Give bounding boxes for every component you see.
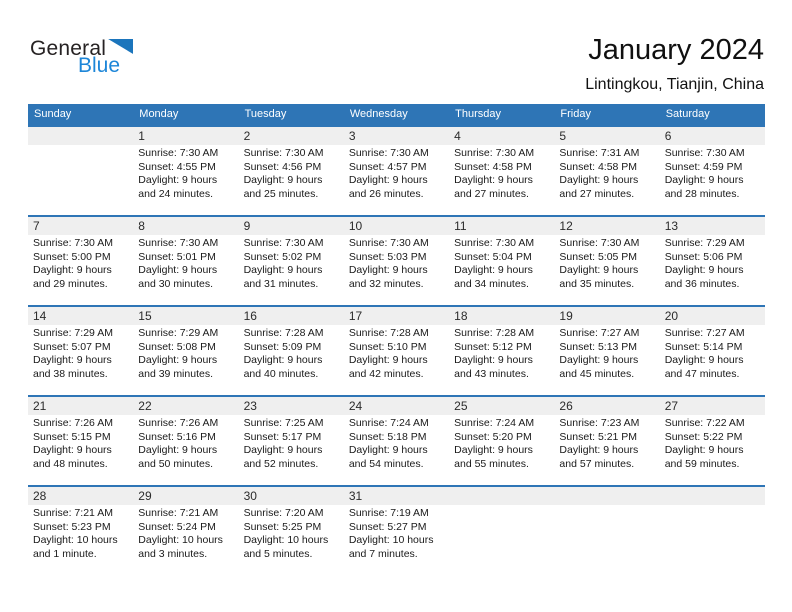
sunrise-text: Sunrise: 7:30 AM xyxy=(559,237,640,249)
sunrise-text: Sunrise: 7:30 AM xyxy=(348,147,429,159)
day-number: 29 xyxy=(133,487,238,505)
daylight-text-line2: and 26 minutes. xyxy=(348,187,424,200)
sunrise-text: Sunrise: 7:29 AM xyxy=(33,327,113,339)
daylight-text-line1: Daylight: 10 hours xyxy=(33,534,118,546)
day-number xyxy=(449,487,554,505)
sunrise-text: Sunrise: 7:25 AM xyxy=(243,417,324,429)
day-cell-empty xyxy=(449,487,554,575)
daylight-text-line2: and 35 minutes. xyxy=(559,277,635,290)
day-cell-23 xyxy=(239,397,344,485)
daylight-text-line1: Daylight: 9 hours xyxy=(33,354,112,366)
day-cell-14 xyxy=(28,307,133,395)
daylight-text-line2: and 30 minutes. xyxy=(138,277,213,290)
sunrise-text: Sunrise: 7:27 AM xyxy=(664,327,745,339)
daylight-text-line1: Daylight: 9 hours xyxy=(348,174,428,186)
day-number: 9 xyxy=(239,217,344,235)
day-details xyxy=(660,325,765,381)
sunrise-text: Sunrise: 7:30 AM xyxy=(243,237,324,249)
day-number: 27 xyxy=(660,397,765,415)
sunrise-text: Sunrise: 7:19 AM xyxy=(348,507,429,519)
day-cell-3 xyxy=(344,127,449,215)
sunset-text: Sunset: 5:18 PM xyxy=(348,430,427,443)
day-details xyxy=(344,415,449,471)
sunset-text: Sunset: 5:12 PM xyxy=(454,340,532,353)
daylight-text-line2: and 27 minutes. xyxy=(454,187,529,200)
week-row xyxy=(28,485,765,575)
sunrise-text: Sunrise: 7:30 AM xyxy=(348,237,429,249)
daylight-text-line1: Daylight: 9 hours xyxy=(454,444,533,456)
day-number: 11 xyxy=(449,217,554,235)
sunset-text: Sunset: 5:24 PM xyxy=(138,520,216,533)
sunrise-text: Sunrise: 7:30 AM xyxy=(454,237,535,249)
daylight-text-line1: Daylight: 9 hours xyxy=(138,264,218,276)
day-cell-28 xyxy=(28,487,133,575)
sunset-text: Sunset: 5:22 PM xyxy=(664,430,743,443)
daylight-text-line1: Daylight: 9 hours xyxy=(33,264,112,276)
day-details xyxy=(133,235,238,291)
day-details xyxy=(133,415,238,471)
day-details xyxy=(28,325,133,381)
day-cell-empty xyxy=(554,487,659,575)
day-number: 10 xyxy=(344,217,449,235)
day-number xyxy=(554,487,659,505)
day-cell-12 xyxy=(554,217,659,305)
daylight-text-line1: Daylight: 10 hours xyxy=(243,534,329,546)
day-details xyxy=(344,505,449,561)
day-details xyxy=(554,145,659,201)
daylight-text-line2: and 28 minutes. xyxy=(664,187,740,200)
daylight-text-line1: Daylight: 9 hours xyxy=(243,264,323,276)
daylight-text-line2: and 52 minutes. xyxy=(243,457,319,470)
daylight-text-line1: Daylight: 9 hours xyxy=(138,354,218,366)
daylight-text-line1: Daylight: 9 hours xyxy=(454,264,533,276)
day-number: 21 xyxy=(28,397,133,415)
daylight-text-line2: and 42 minutes. xyxy=(348,367,424,380)
day-cell-25 xyxy=(449,397,554,485)
sunset-text: Sunset: 5:27 PM xyxy=(348,520,427,533)
day-cell-29 xyxy=(133,487,238,575)
day-details xyxy=(344,235,449,291)
daylight-text-line2: and 55 minutes. xyxy=(454,457,529,470)
sunrise-text: Sunrise: 7:27 AM xyxy=(559,327,640,339)
day-number: 3 xyxy=(344,127,449,145)
day-cell-2 xyxy=(239,127,344,215)
daylight-text-line1: Daylight: 9 hours xyxy=(664,444,744,456)
daylight-text-line1: Daylight: 9 hours xyxy=(138,444,218,456)
day-cell-17 xyxy=(344,307,449,395)
sunset-text: Sunset: 5:09 PM xyxy=(243,340,322,353)
weekday-header-row xyxy=(28,104,765,125)
calendar-table xyxy=(28,104,765,575)
day-cell-5 xyxy=(554,127,659,215)
day-details xyxy=(28,235,133,291)
day-details xyxy=(344,325,449,381)
day-number: 16 xyxy=(239,307,344,325)
day-details xyxy=(239,415,344,471)
day-details xyxy=(449,145,554,201)
sunset-text: Sunset: 5:17 PM xyxy=(243,430,322,443)
sunset-text: Sunset: 5:23 PM xyxy=(33,520,111,533)
sunset-text: Sunset: 4:58 PM xyxy=(559,160,638,173)
sunrise-text: Sunrise: 7:28 AM xyxy=(348,327,429,339)
sunset-text: Sunset: 5:01 PM xyxy=(138,250,216,263)
logo-text-general: General xyxy=(30,37,107,60)
page-title: January 2024 xyxy=(588,34,764,66)
day-details xyxy=(239,145,344,201)
sunset-text: Sunset: 5:00 PM xyxy=(33,250,111,263)
sunset-text: Sunset: 5:20 PM xyxy=(454,430,532,443)
daylight-text-line2: and 29 minutes. xyxy=(33,277,108,290)
day-cell-13 xyxy=(660,217,765,305)
daylight-text-line2: and 25 minutes. xyxy=(243,187,319,200)
sunrise-text: Sunrise: 7:26 AM xyxy=(33,417,113,429)
day-details xyxy=(554,235,659,291)
day-details xyxy=(449,415,554,471)
weekday-header-friday: Friday xyxy=(560,108,591,120)
calendar-weeks xyxy=(28,125,765,575)
sunrise-text: Sunrise: 7:30 AM xyxy=(138,237,219,249)
daylight-text-line2: and 48 minutes. xyxy=(33,457,108,470)
day-details xyxy=(133,145,238,201)
day-cell-8 xyxy=(133,217,238,305)
day-number: 28 xyxy=(28,487,133,505)
daylight-text-line2: and 50 minutes. xyxy=(138,457,213,470)
daylight-text-line2: and 59 minutes. xyxy=(664,457,740,470)
day-cell-empty xyxy=(660,487,765,575)
sunrise-text: Sunrise: 7:31 AM xyxy=(559,147,640,159)
daylight-text-line1: Daylight: 9 hours xyxy=(559,354,639,366)
daylight-text-line1: Daylight: 9 hours xyxy=(664,174,744,186)
sunrise-text: Sunrise: 7:29 AM xyxy=(138,327,219,339)
sunrise-text: Sunrise: 7:28 AM xyxy=(454,327,535,339)
day-cell-7 xyxy=(28,217,133,305)
week-row xyxy=(28,395,765,485)
day-details xyxy=(449,235,554,291)
day-number: 31 xyxy=(344,487,449,505)
daylight-text-line2: and 57 minutes. xyxy=(559,457,635,470)
day-cell-19 xyxy=(554,307,659,395)
daylight-text-line1: Daylight: 9 hours xyxy=(559,444,639,456)
day-number: 17 xyxy=(344,307,449,325)
day-cell-22 xyxy=(133,397,238,485)
logo-triangle-icon xyxy=(108,39,133,54)
daylight-text-line1: Daylight: 9 hours xyxy=(33,444,112,456)
day-details xyxy=(28,505,133,561)
daylight-text-line2: and 39 minutes. xyxy=(138,367,213,380)
daylight-text-line1: Daylight: 9 hours xyxy=(664,264,744,276)
day-cell-1 xyxy=(133,127,238,215)
weekday-header-thursday: Thursday xyxy=(455,108,501,120)
weekday-header-tuesday: Tuesday xyxy=(244,108,287,120)
sunset-text: Sunset: 5:10 PM xyxy=(348,340,427,353)
day-number: 15 xyxy=(133,307,238,325)
day-number: 18 xyxy=(449,307,554,325)
sunrise-text: Sunrise: 7:30 AM xyxy=(138,147,219,159)
daylight-text-line1: Daylight: 9 hours xyxy=(243,444,323,456)
day-cell-30 xyxy=(239,487,344,575)
sunset-text: Sunset: 5:16 PM xyxy=(138,430,216,443)
daylight-text-line1: Daylight: 9 hours xyxy=(243,174,323,186)
day-number: 6 xyxy=(660,127,765,145)
sunset-text: Sunset: 5:05 PM xyxy=(559,250,638,263)
day-details xyxy=(239,235,344,291)
day-cell-11 xyxy=(449,217,554,305)
sunset-text: Sunset: 4:58 PM xyxy=(454,160,532,173)
day-number: 12 xyxy=(554,217,659,235)
day-details xyxy=(344,145,449,201)
day-number: 25 xyxy=(449,397,554,415)
sunset-text: Sunset: 5:03 PM xyxy=(348,250,427,263)
location-subtitle: Lintingkou, Tianjin, China xyxy=(585,76,764,93)
day-details xyxy=(449,325,554,381)
day-number: 22 xyxy=(133,397,238,415)
sunrise-text: Sunrise: 7:30 AM xyxy=(243,147,324,159)
day-number: 7 xyxy=(28,217,133,235)
daylight-text-line1: Daylight: 9 hours xyxy=(348,354,428,366)
day-number: 1 xyxy=(133,127,238,145)
daylight-text-line1: Daylight: 10 hours xyxy=(138,534,223,546)
sunset-text: Sunset: 4:55 PM xyxy=(138,160,216,173)
day-number: 4 xyxy=(449,127,554,145)
daylight-text-line2: and 24 minutes. xyxy=(138,187,213,200)
sunrise-text: Sunrise: 7:23 AM xyxy=(559,417,640,429)
day-cell-27 xyxy=(660,397,765,485)
daylight-text-line2: and 1 minute. xyxy=(33,547,97,560)
day-number xyxy=(28,127,133,145)
day-number: 26 xyxy=(554,397,659,415)
sunrise-text: Sunrise: 7:30 AM xyxy=(454,147,535,159)
week-row xyxy=(28,215,765,305)
day-details xyxy=(28,415,133,471)
weekday-header-monday: Monday xyxy=(139,108,179,120)
sunset-text: Sunset: 5:02 PM xyxy=(243,250,322,263)
day-cell-empty xyxy=(28,127,133,215)
sunset-text: Sunset: 5:25 PM xyxy=(243,520,322,533)
daylight-text-line2: and 5 minutes. xyxy=(243,547,313,560)
day-cell-24 xyxy=(344,397,449,485)
daylight-text-line2: and 43 minutes. xyxy=(454,367,529,380)
day-cell-6 xyxy=(660,127,765,215)
daylight-text-line1: Daylight: 9 hours xyxy=(138,174,218,186)
sunrise-text: Sunrise: 7:28 AM xyxy=(243,327,324,339)
sunset-text: Sunset: 5:13 PM xyxy=(559,340,638,353)
day-number: 19 xyxy=(554,307,659,325)
day-cell-21 xyxy=(28,397,133,485)
sunrise-text: Sunrise: 7:21 AM xyxy=(33,507,113,519)
daylight-text-line1: Daylight: 9 hours xyxy=(664,354,744,366)
sunset-text: Sunset: 5:15 PM xyxy=(33,430,111,443)
daylight-text-line2: and 3 minutes. xyxy=(138,547,208,560)
daylight-text-line1: Daylight: 10 hours xyxy=(348,534,434,546)
daylight-text-line2: and 45 minutes. xyxy=(559,367,635,380)
day-cell-26 xyxy=(554,397,659,485)
sunrise-text: Sunrise: 7:20 AM xyxy=(243,507,324,519)
day-number: 20 xyxy=(660,307,765,325)
day-cell-18 xyxy=(449,307,554,395)
sunset-text: Sunset: 5:06 PM xyxy=(664,250,743,263)
sunset-text: Sunset: 4:56 PM xyxy=(243,160,322,173)
day-details xyxy=(660,235,765,291)
day-number: 23 xyxy=(239,397,344,415)
day-details xyxy=(660,145,765,201)
sunset-text: Sunset: 4:59 PM xyxy=(664,160,743,173)
day-number: 24 xyxy=(344,397,449,415)
week-row xyxy=(28,305,765,395)
day-number: 5 xyxy=(554,127,659,145)
daylight-text-line2: and 47 minutes. xyxy=(664,367,740,380)
daylight-text-line1: Daylight: 9 hours xyxy=(559,174,639,186)
logo-text-blue: Blue xyxy=(78,54,121,77)
weekday-header-saturday: Saturday xyxy=(665,108,710,120)
weekday-header-wednesday: Wednesday xyxy=(349,108,408,120)
day-number: 13 xyxy=(660,217,765,235)
day-number: 14 xyxy=(28,307,133,325)
daylight-text-line2: and 36 minutes. xyxy=(664,277,740,290)
day-cell-9 xyxy=(239,217,344,305)
day-details xyxy=(554,325,659,381)
sunrise-text: Sunrise: 7:30 AM xyxy=(664,147,745,159)
day-number: 30 xyxy=(239,487,344,505)
daylight-text-line1: Daylight: 9 hours xyxy=(348,444,428,456)
daylight-text-line1: Daylight: 9 hours xyxy=(348,264,428,276)
daylight-text-line2: and 7 minutes. xyxy=(348,547,418,560)
sunrise-text: Sunrise: 7:29 AM xyxy=(664,237,745,249)
daylight-text-line2: and 40 minutes. xyxy=(243,367,319,380)
day-cell-16 xyxy=(239,307,344,395)
daylight-text-line2: and 34 minutes. xyxy=(454,277,529,290)
sunset-text: Sunset: 5:21 PM xyxy=(559,430,638,443)
daylight-text-line2: and 38 minutes. xyxy=(33,367,108,380)
day-details xyxy=(133,505,238,561)
day-cell-10 xyxy=(344,217,449,305)
daylight-text-line1: Daylight: 9 hours xyxy=(454,354,533,366)
daylight-text-line2: and 54 minutes. xyxy=(348,457,424,470)
sunset-text: Sunset: 5:07 PM xyxy=(33,340,111,353)
weekday-header-sunday: Sunday xyxy=(34,108,72,120)
daylight-text-line2: and 32 minutes. xyxy=(348,277,424,290)
sunset-text: Sunset: 4:57 PM xyxy=(348,160,427,173)
sunrise-text: Sunrise: 7:24 AM xyxy=(348,417,429,429)
day-cell-20 xyxy=(660,307,765,395)
week-row xyxy=(28,125,765,215)
daylight-text-line1: Daylight: 9 hours xyxy=(559,264,639,276)
day-details xyxy=(554,415,659,471)
day-details xyxy=(660,415,765,471)
day-details xyxy=(133,325,238,381)
general-blue-logo xyxy=(30,38,133,76)
sunrise-text: Sunrise: 7:21 AM xyxy=(138,507,219,519)
day-cell-15 xyxy=(133,307,238,395)
day-details xyxy=(239,325,344,381)
sunrise-text: Sunrise: 7:30 AM xyxy=(33,237,113,249)
day-number: 8 xyxy=(133,217,238,235)
daylight-text-line1: Daylight: 9 hours xyxy=(243,354,323,366)
sunset-text: Sunset: 5:04 PM xyxy=(454,250,532,263)
day-number xyxy=(660,487,765,505)
daylight-text-line2: and 31 minutes. xyxy=(243,277,319,290)
day-details xyxy=(239,505,344,561)
sunrise-text: Sunrise: 7:22 AM xyxy=(664,417,745,429)
sunrise-text: Sunrise: 7:26 AM xyxy=(138,417,219,429)
daylight-text-line1: Daylight: 9 hours xyxy=(454,174,533,186)
sunset-text: Sunset: 5:08 PM xyxy=(138,340,216,353)
daylight-text-line2: and 27 minutes. xyxy=(559,187,635,200)
day-cell-4 xyxy=(449,127,554,215)
day-number: 2 xyxy=(239,127,344,145)
sunrise-text: Sunrise: 7:24 AM xyxy=(454,417,535,429)
sunset-text: Sunset: 5:14 PM xyxy=(664,340,743,353)
day-cell-31 xyxy=(344,487,449,575)
